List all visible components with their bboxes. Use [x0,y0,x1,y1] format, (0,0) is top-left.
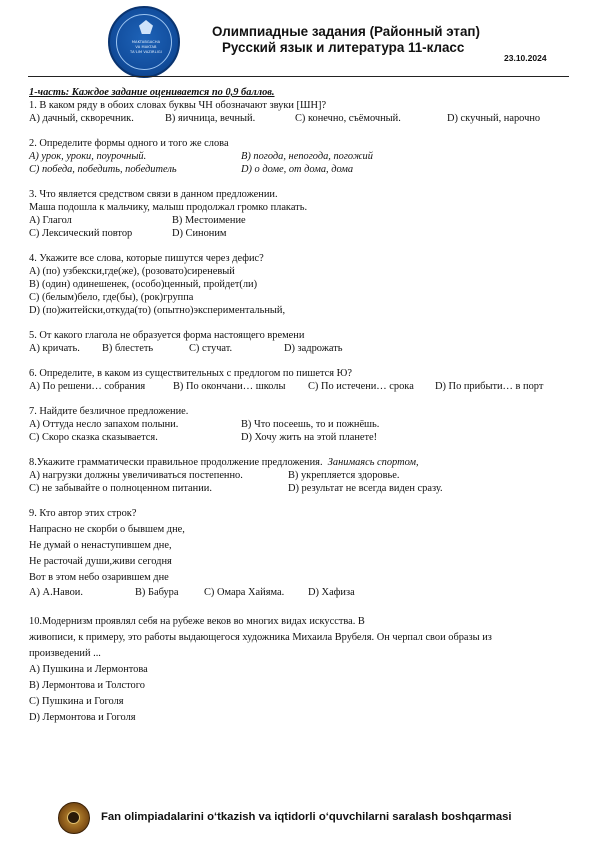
question-text-main: 8.Укажите грамматически правильное продолжение предложения. [29,457,323,468]
option-a: А) А.Навои. [29,587,83,598]
option-c: С) стучат. [189,343,233,354]
question-6 [29,367,574,393]
option-d: D) задрожать [284,343,343,354]
option-d: D) По прибыти… в порт [435,381,544,392]
question-8 [29,456,574,495]
option-a: А) Пушкина и Лермонтова [29,664,148,675]
question-2 [29,137,574,176]
answer-row [29,482,574,495]
option-c: С) По истечени… срока [308,381,414,392]
option-b: В) (один) одинешенек, (особо)ценный, пройдет(ли) [29,279,258,290]
answer-row [29,214,574,227]
answer-row [29,418,574,431]
option-c: С) Пушкина и Гоголя [29,696,124,707]
logo-text-2: VA MAKTAB [135,45,157,49]
question-text: 3. Что является средством связи в данном предложении. [29,189,278,200]
option-a: А) Глагол [29,215,72,226]
option-d: D) Хафиза [308,587,355,598]
answer-row [29,586,574,599]
question-10 [29,615,574,724]
option-b: В) По окончани… школы [173,381,286,392]
option-d: D) скучный, нарочно [447,113,541,124]
option-a: А) По решени… собрания [29,381,146,392]
page-title: Олимпиадные задания (Районный этап) [212,24,480,39]
option-d: D) Хочу жить на этой планете! [241,432,378,443]
option-b: В) блестеть [102,343,154,354]
question-9 [29,507,574,599]
option-c: С) Лексический повтор [29,228,133,239]
logo-text-1: MAKTABGACHA [131,40,161,44]
answer-row [29,150,574,163]
question-5 [29,329,574,355]
question-1 [29,99,574,125]
option-c: С) конечно, съёмочный. [295,113,401,124]
question-text: 5. От какого глагола не образуется форма настоящего времени [29,330,305,341]
option-b: В) Бабура [135,587,179,598]
option-b: В) Лермонтова и Толстого [29,680,145,691]
option-c: С) Скоро сказка сказывается. [29,432,158,443]
question-text: 10.Модернизм проявлял себя на рубеже веков во многих видах искусства. В [29,616,365,627]
option-c: С) Омара Хайяма. [204,587,285,598]
answer-row [29,163,574,176]
logo-text-3: TA'LIM VAZIRLIGI [130,50,162,54]
poem-line: Напрасно не скорби о бывшем дне, [29,524,185,535]
answer-row [29,342,574,355]
option-c: С) не забывайте о полноценном питании. [29,483,212,494]
questions [29,86,574,724]
option-a: А) урок, уроки, поурочный. [29,151,147,162]
question-text-italic: Занимаясь спортом, [327,457,419,468]
header-divider [28,76,569,77]
option-b: В) укрепляется здоровье. [288,470,400,481]
answer-row [29,112,574,125]
option-c: С) (белым)бело, где(бы), (рок)группа [29,292,194,303]
option-a: А) кричать. [29,343,80,354]
question-7 [29,405,574,444]
agency-emblem-icon [58,802,90,834]
option-b: В) яичница, вечный. [165,113,256,124]
poem-line: Не расточай души,живи сегодня [29,556,172,567]
question-sentence: Маша подошла к мальчику, малыш продолжал громко плакать. [29,202,308,213]
answer-row [29,431,574,444]
question-text: 1. В каком ряду в обоих словах буквы ЧН обозначают звуки [ШН]? [29,100,327,111]
option-a: А) Оттуда несло запахом полыни. [29,419,179,430]
option-d: D) о доме, от дома, дома [241,164,354,175]
question-3 [29,188,574,240]
option-b: В) Местоимение [172,215,246,226]
question-text: 7. Найдите безличное предложение. [29,406,189,417]
option-b: В) Что посеешь, то и пожнёшь. [241,419,380,430]
option-d: D) результат не всегда виден сразу. [288,483,443,494]
page-subtitle: Русский язык и литература 11-класс [222,40,465,55]
question-text: 4. Укажите все слова, которые пишутся через дефис? [29,253,264,264]
question-text: 6. Определите, в каком из существительных с предлогом по пишется Ю? [29,368,352,379]
answer-row [29,380,574,393]
exam-date: 23.10.2024 [504,53,547,63]
question-4 [29,252,574,317]
option-a: А) нагрузки должны увеличиваться постепенно. [29,470,243,481]
answer-row [29,227,574,240]
emblem-center [67,811,80,824]
question-text [29,456,574,469]
question-text: живописи, к примеру, это работы выдающегося художника Михаила Врубеля. Он черпал свои образы из [29,632,492,643]
poem-line: Вот в этом небо озарившем дне [29,572,169,583]
option-a: А) дачный, скворечник. [29,113,134,124]
question-text: произведений ... [29,648,101,659]
option-d: D) (по)житейски,откуда(то) (опытно)экспериментальный, [29,305,286,316]
part-label: 1-часть: Каждое задание оценивается по 0,9 баллов. [29,87,275,98]
question-text: 9. Кто автор этих строк? [29,508,137,519]
option-a: А) (по) узбекски,где(же), (розовато)сиреневый [29,266,235,277]
ministry-logo [108,6,180,78]
option-b: В) погода, непогода, погожий [241,151,373,162]
question-text: 2. Определите формы одного и того же слова [29,138,229,149]
option-c: С) победа, победить, победитель [29,164,177,175]
footer-text: Fan olimpiadalarini o‘tkazish va iqtidorli o‘quvchilarni saralash boshqarmasi [101,811,512,823]
option-d: D) Лермонтова и Гоголя [29,712,136,723]
answer-row [29,469,574,482]
option-d: D) Синоним [172,228,227,239]
poem-line: Не думай о ненаступившем дне, [29,540,172,551]
